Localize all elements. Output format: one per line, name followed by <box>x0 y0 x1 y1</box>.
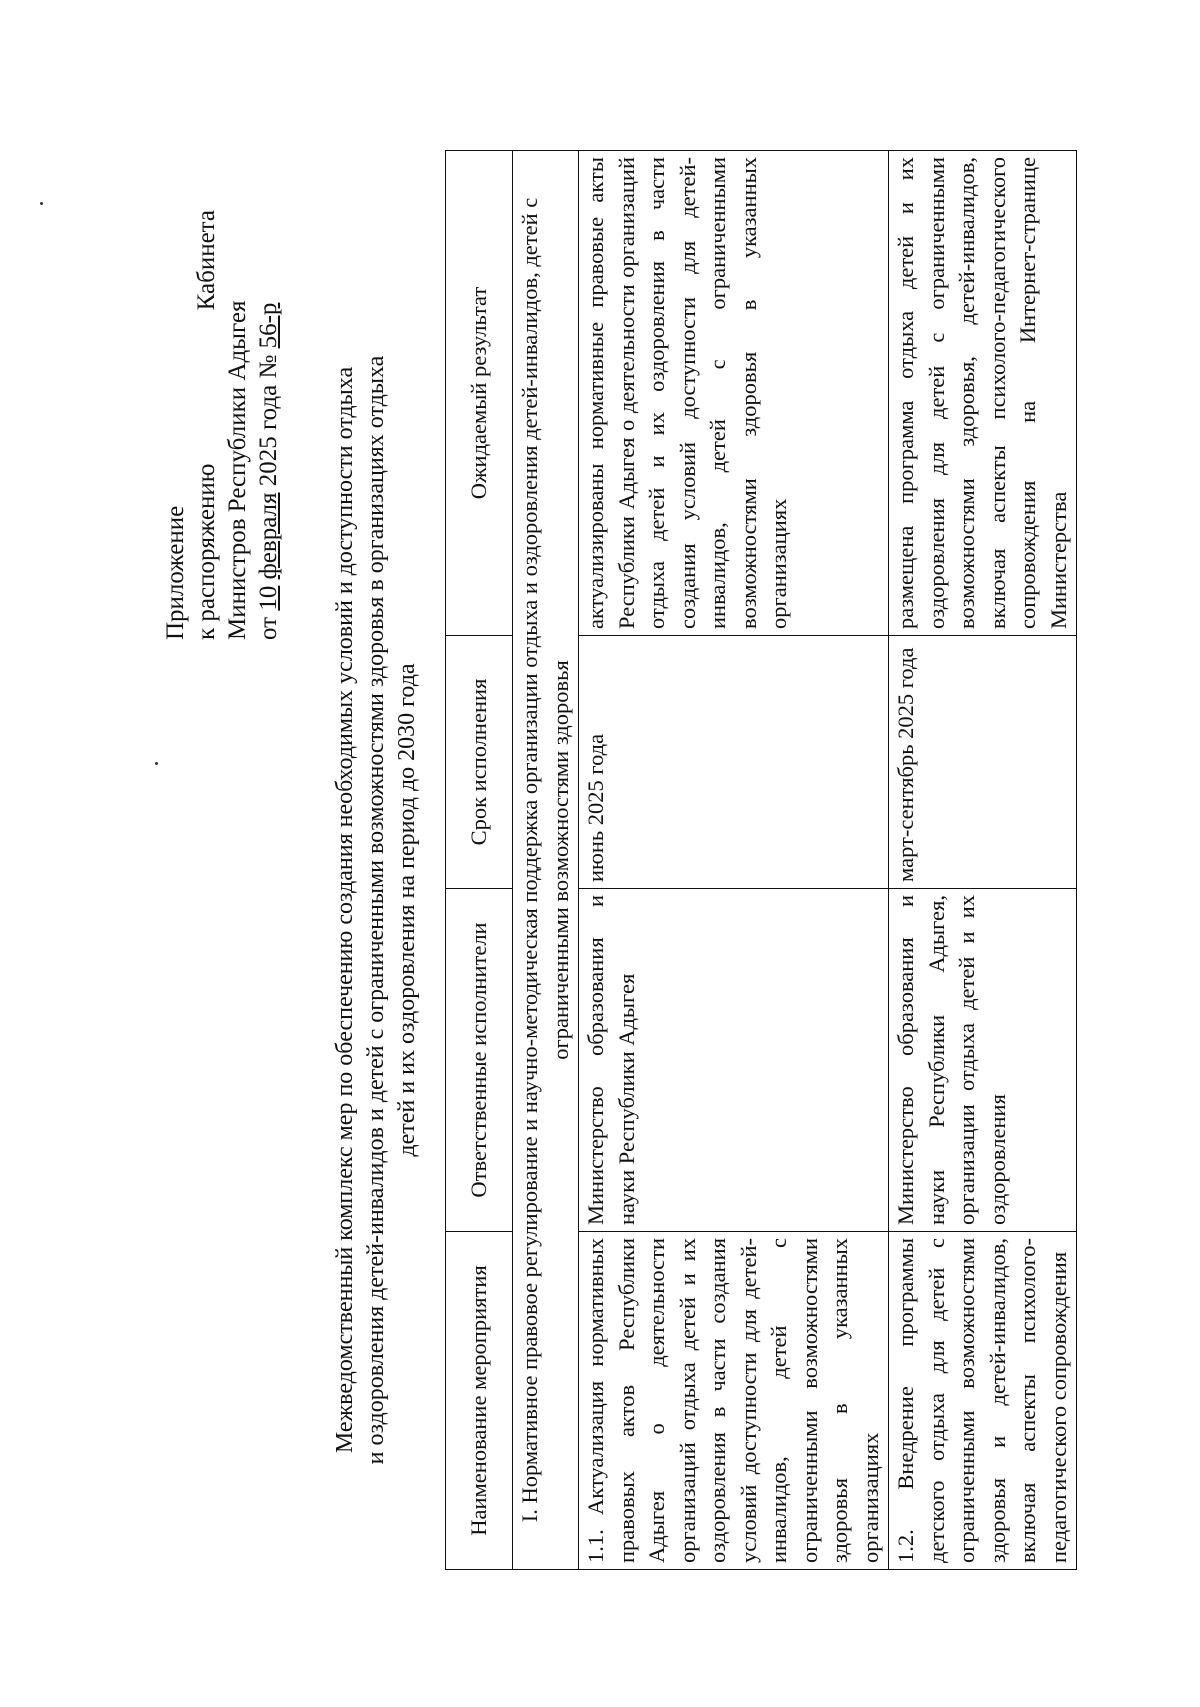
table-header-row <box>446 151 513 1570</box>
appendix-number: 56-р <box>255 302 282 349</box>
title-line3: детей и их оздоровления на период до 2030 года <box>394 663 420 1157</box>
measures-table <box>445 150 1077 1570</box>
appendix-line2-left: к распоряжению <box>193 463 220 640</box>
cell-term: июнь 2025 года <box>579 636 889 889</box>
rotated-sheet <box>20 110 1140 1670</box>
appendix-line2-right: Кабинета <box>193 210 220 311</box>
table-row <box>889 151 1077 1570</box>
scan-speck <box>155 762 158 765</box>
cell-executor: Министерство образования и науки Республики Адыгея, организации отдыха детей и их оздоровления <box>889 889 1077 1232</box>
cell-executor: Министерство образования и науки Республики Адыгея <box>579 889 889 1232</box>
title-line1: Межведомственный комплекс мер по обеспечению создания необходимых условий и доступности отдыха <box>332 366 358 1454</box>
header-expected-result: Ожидаемый результат <box>446 151 513 636</box>
appendix-line4 <box>253 210 284 640</box>
appendix-line2 <box>191 210 222 640</box>
section-title: I. Нормативное правовое регулирование и научно-методическая поддержка организации отдыха и оздоровления детей-инвалидов, детей с ограниченными возможностями здоровья <box>513 151 579 1570</box>
table-row <box>579 151 889 1570</box>
header-executors: Ответственные исполнители <box>446 889 513 1232</box>
appendix-block <box>160 210 284 640</box>
appendix-date-month: февраля <box>255 492 282 580</box>
section-row <box>513 151 579 1570</box>
header-measure-name: Наименование мероприятия <box>446 1232 513 1570</box>
document-title <box>330 310 423 1510</box>
cell-result: размещена программа отдыха детей и их оздоровления для детей с ограниченными возможностями здоровья, детей-инвалидов, включая аспекты психолого-педагогического сопровождения на Интернет-странице Министерства <box>889 151 1077 636</box>
cell-measure-name: 1.1. Актуализация нормативных правовых актов Республики Адыгея о деятельности организаций отдыха детей и их оздоровления в части создания условий доступности для детей-инвалидов, детей с ограниченными возможностями здоровья в указанных организациях <box>579 1232 889 1570</box>
cell-term: март-сентябрь 2025 года <box>889 636 1077 889</box>
cell-measure-name: 1.2. Внедрение программы детского отдыха для детей с ограниченными возможностями здоровья и детей-инвалидов, включая аспекты психолого-педагогического сопровождения <box>889 1232 1077 1570</box>
scan-speck <box>40 202 43 205</box>
cell-result: актуализированы нормативные правовые акты Республики Адыгея о деятельности организаций отдыха детей и их оздоровления в части создания условий доступности для детей-инвалидов, детей с ограниченными возможностями здоровья в указанных организациях <box>579 151 889 636</box>
header-term: Срок исполнения <box>446 636 513 889</box>
appendix-date-year: 2025 года № <box>255 354 282 487</box>
appendix-date-prefix: от <box>255 616 282 640</box>
title-line2: и оздоровления детей-инвалидов и детей с ограниченными возможностями здоровья в организациях отдыха <box>363 355 389 1465</box>
appendix-line3: Министров Республики Адыгея <box>224 300 251 640</box>
appendix-date-day: 10 <box>255 585 282 611</box>
appendix-line1: Приложение <box>162 505 189 640</box>
